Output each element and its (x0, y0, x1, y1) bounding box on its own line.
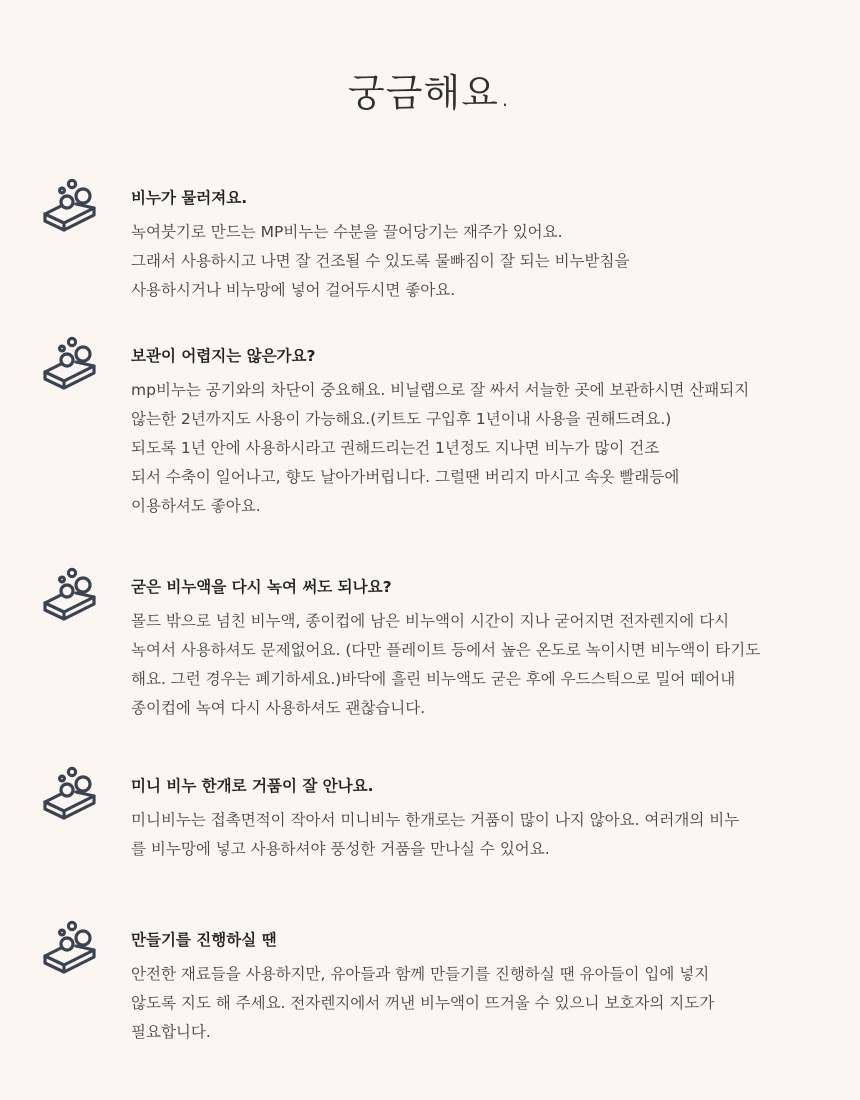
faq-question: 비누가 물러져요. (131, 189, 248, 207)
faq-answer-line: 종이컵에 녹여 다시 사용하셔도 괜찮습니다. (131, 699, 426, 717)
faq-answer-line: 않는한 2년까지도 사용이 가능해요.(키트도 구입후 1년이내 사용을 권해드려요.) (131, 410, 672, 428)
faq-text (131, 346, 851, 521)
faq-question: 보관이 어렵지는 않은가요? (131, 347, 316, 365)
faq-answer-line: 되도록 1년 안에 사용하시라고 권해드리는건 1년정도 지나면 비누가 많이 건조 (131, 439, 660, 457)
faq-answer-line: 를 비누망에 넣고 사용하셔야 풍성한 거품을 만나실 수 있어요. (131, 840, 550, 858)
faq-answer-line: 해요. 그런 경우는 폐기하세요.)바닥에 흘린 비누액도 굳은 후에 우드스틱으로 밀어 떼어내 (131, 670, 736, 688)
faq-answer-line: 필요합니다. (131, 1023, 211, 1041)
faq-answer-line: 녹여서 사용하셔도 문제없어요. (다만 플레이트 등에서 높은 온도로 녹이시면 비누액이 타기도 (131, 641, 761, 659)
soap-bar-bubbles-icon (40, 567, 100, 631)
faq-answer-line: 미니비누는 접촉면적이 작아서 미니비누 한개로는 거품이 많이 나지 않아요. 여러개의 비누 (131, 811, 740, 829)
faq-answer-line: 안전한 재료들을 사용하지만, 유아들과 함께 만들기를 진행하실 땐 유아들이 입에 넣지 (131, 965, 710, 983)
soap-bar-bubbles-icon (40, 766, 100, 830)
soap-bar-bubbles-icon (40, 920, 100, 984)
page-title: 궁금해요. (348, 71, 512, 115)
faq-question: 미니 비누 한개로 거품이 잘 안나요. (131, 777, 374, 795)
faq-text (131, 577, 851, 723)
faq-answer-line: 이용하셔도 좋아요. (131, 497, 261, 515)
soap-bar-bubbles-icon (40, 178, 100, 242)
faq-answer-line: 사용하시거나 비누망에 넣어 걸어두시면 좋아요. (131, 281, 456, 299)
faq-text (131, 188, 851, 305)
faq-answer-line: 않도록 지도 해 주세요. 전자렌지에서 꺼낸 비누액이 뜨거울 수 있으니 보호자의 지도가 (131, 994, 715, 1012)
soap-bar-bubbles-icon (40, 336, 100, 400)
faq-answer-line: 녹여붓기로 만드는 MP비누는 수분을 끌어당기는 재주가 있어요. (131, 223, 563, 241)
faq-text (131, 776, 851, 864)
faq-answer-line: mp비누는 공기와의 차단이 중요해요. 비닐랩으로 잘 싸서 서늘한 곳에 보관하시면 산패되지 (131, 381, 750, 399)
faq-answer-line: 그래서 사용하시고 나면 잘 건조될 수 있도록 물빠짐이 잘 되는 비누받침을 (131, 252, 630, 270)
faq-text (131, 930, 851, 1047)
faq-question: 만들기를 진행하실 땐 (131, 931, 277, 949)
faq-answer-line: 되서 수축이 일어나고, 향도 날아가버립니다. 그럴땐 버리지 마시고 속옷 빨래등에 (131, 468, 680, 486)
faq-question: 굳은 비누액을 다시 녹여 써도 되나요? (131, 578, 392, 596)
faq-answer-line: 몰드 밖으로 넘친 비누액, 종이컵에 남은 비누액이 시간이 지나 굳어지면 전자렌지에 다시 (131, 612, 730, 630)
